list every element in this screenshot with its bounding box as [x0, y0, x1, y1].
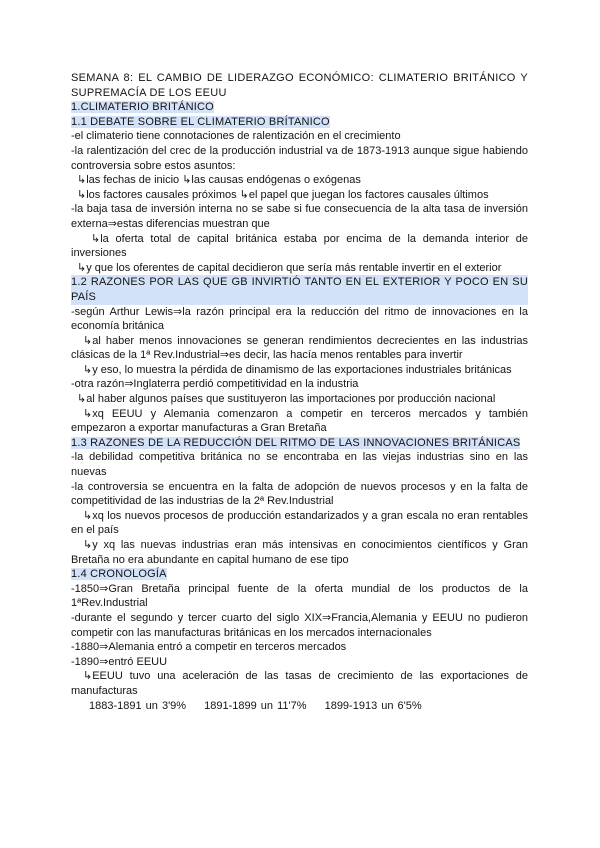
s4-line-4: -1890⇒entró EEUU — [71, 655, 168, 668]
section-1-1-heading — [71, 115, 528, 130]
stat-1899-1913: 1899-1913 un 6'5% — [324, 699, 422, 712]
section-1-3-heading-text: 1.3 RAZONES DE LA REDUCCIÓN DEL RITMO DE LAS INNOVACIONES BRITÁNICAS — [71, 436, 521, 449]
s2-line-2: ↳al haber menos innovaciones se generan rendimientos decrecientes en las industrias clásicas de la 1ª Rev.Industrial⇒es decir, las hacía menos rentables para invertir — [71, 334, 528, 362]
s2-line-1: -según Arthur Lewis⇒la razón principal era la reducción del ritmo de innovaciones en la economía británica — [71, 305, 528, 333]
s4-line-1: -1850⇒Gran Bretaña principal fuente de la oferta mundial de los productos de la 1ªRev.Industrial — [71, 582, 528, 610]
section-1-4-heading-text: 1.4 CRONOLOGÍA — [71, 568, 167, 581]
stat-1883-1891: 1883-1891 un 3'9% — [89, 699, 187, 712]
s1-line-3: ↳las fechas de inicio ↳las causas endógenas o exógenas — [77, 174, 361, 187]
s4-line-3: -1880⇒Alemania entró a competir en terceros mercados — [71, 641, 347, 654]
section-1-4-heading — [71, 567, 528, 582]
s1-line-4: ↳los factores causales próximos ↳el papel que juegan los factores causales últimos — [77, 188, 489, 201]
section-1-2-heading — [71, 275, 528, 304]
s2-line-3: ↳y eso, lo muestra la pérdida de dinamismo de las exportaciones industriales británicas — [83, 363, 512, 376]
s2-line-4: -otra razón⇒Inglaterra perdió competitividad en la industria — [71, 378, 359, 391]
document-title: SEMANA 8: EL CAMBIO DE LIDERAZGO ECONÓMICO: CLIMATERIO BRITÁNICO Y SUPREMACÍA DE LOS EEUU — [71, 72, 528, 99]
s4-line-2: -durante el segundo y tercer cuarto del siglo XIX⇒Francia,Alemania y EEUU no pudieron competir con las manufacturas británicas en los mercados internacionales — [71, 611, 528, 639]
s2-line-5: ↳al haber algunos países que sustituyeron las importaciones por producción nacional — [77, 393, 496, 406]
s3-line-2: -la controversia se encuentra en la falta de adopción de nuevos procesos y en la falta de competitividad de las industrias de la 2ª Rev.Industrial — [71, 480, 528, 508]
s3-line-4: ↳y xq las nuevas industrias eran más intensivas en conocimientos científicos y Gran Bretaña no era abundante en capital humano de ese tipo — [71, 539, 528, 566]
section-1-heading-text: 1.CLIMATERIO BRITÁNICO — [71, 101, 214, 114]
s4-line-5: ↳EEUU tuvo una aceleración de las tasas de crecimiento de las exportaciones de manufacturas — [71, 670, 528, 697]
section-1-1-heading-text: 1.1 DEBATE SOBRE EL CLIMATERIO BRÍTANICO — [71, 115, 330, 128]
s2-line-6: ↳xq EEUU y Alemania comenzaron a competir en terceros mercados y también empezaron a exportar manufacturas a Gran Bretaña — [71, 407, 528, 435]
export-growth-stats — [71, 699, 528, 714]
s3-line-1: -la debilidad competitiva británica no se encontraba en las viejas industrias sino en las nuevas — [71, 451, 528, 479]
s1-line-6: ↳la oferta total de capital británica estaba por encima de la demanda interior de inversiones — [71, 232, 528, 260]
s1-line-7: ↳y que los oferentes de capital decidieron que sería más rentable invertir en el exterior — [77, 261, 502, 274]
section-1-3-heading — [71, 436, 528, 451]
s1-line-2: -la ralentización del crec de la producción industrial va de 1873-1913 aunque sigue habiendo controversia sobre estos asuntos: — [71, 144, 528, 172]
s1-line-1: -el climaterio tiene connotaciones de ralentización en el crecimiento — [71, 130, 401, 143]
s1-line-5: -la baja tasa de inversión interna no se sabe si fue consecuencia de la alta tasa de inversión externa⇒estas diferencias muestran que — [71, 203, 528, 230]
section-1-heading — [71, 100, 528, 115]
document-content — [71, 71, 528, 713]
stat-1891-1899: 1891-1899 un 11'7% — [204, 699, 307, 712]
s3-line-3: ↳xq los nuevos procesos de producción estandarizados y a gran escala no eran rentables en el país — [71, 509, 528, 537]
section-1-2-heading-text: 1.2 RAZONES POR LAS QUE GB INVIRTIÓ TANTO EN EL EXTERIOR Y POCO EN SU PAÍS — [71, 276, 528, 303]
